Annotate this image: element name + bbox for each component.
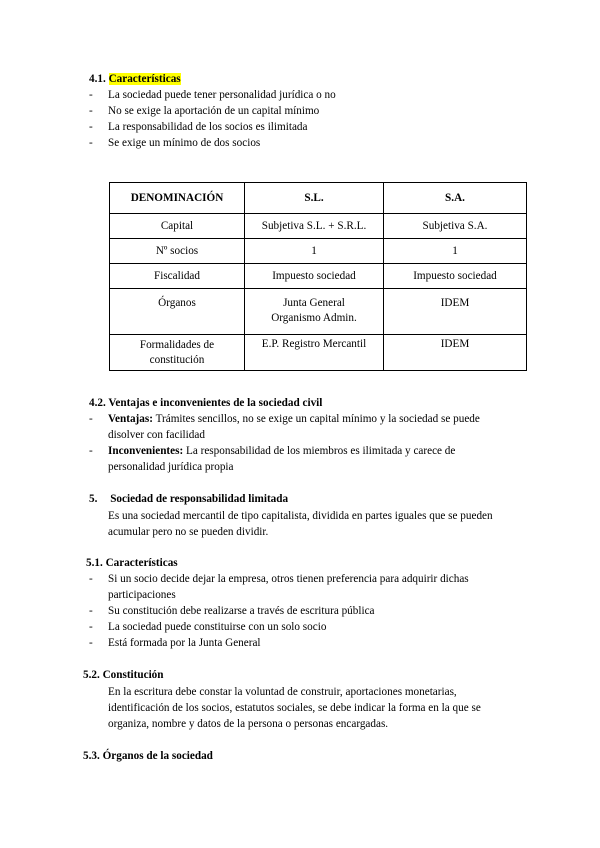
table-cell: Nº socios: [110, 239, 245, 264]
section-4-2-heading: 4.2. Ventajas e inconvenientes de la sociedad civil: [89, 397, 323, 409]
table-row: [110, 214, 527, 239]
bullet-dash: -: [89, 413, 93, 425]
table-cell: [384, 335, 527, 371]
header-cell: S.L.: [245, 183, 384, 214]
highlighted-title: Características: [108, 73, 181, 85]
section-5-heading: [89, 492, 288, 508]
table-cell: Capital: [110, 214, 245, 239]
table-cell: Subjetiva S.A.: [384, 214, 527, 239]
table-cell: [110, 289, 245, 335]
bullet-dash: -: [89, 137, 93, 149]
bullet-dash: -: [89, 89, 93, 101]
table-row: [110, 264, 527, 289]
table-cell: [245, 289, 384, 335]
cell-line: Junta General: [283, 297, 345, 309]
list-item: La sociedad puede constituirse con un solo socio: [108, 621, 327, 633]
bullet-dash: -: [89, 605, 93, 617]
section-title: Sociedad de responsabilidad limitada: [110, 493, 289, 505]
cell-text: IDEM: [440, 338, 470, 350]
list-item: Su constitución debe realizarse a través de escritura pública: [108, 605, 375, 617]
list-item: Si un socio decide dejar la empresa, otros tienen preferencia para adquirir dichas: [108, 573, 469, 585]
paragraph-line: identificación de los socios, estatutos sociales, se debe indicar la forma en la que se: [108, 702, 481, 714]
inconvenientes-label: Inconvenientes:: [108, 445, 184, 457]
paragraph-line: Es una sociedad mercantil de tipo capitalista, dividida en partes iguales que se pueden: [108, 510, 493, 522]
cell-line: constitución: [149, 353, 205, 366]
bullet-dash: -: [89, 573, 93, 585]
paragraph-line: acumular pero no se pueden dividir.: [108, 526, 269, 538]
cell-text: Órganos: [158, 297, 196, 309]
bullet-dash: -: [89, 105, 93, 117]
list-item: Se exige un mínimo de dos socios: [108, 137, 261, 149]
list-item-cont: participaciones: [108, 589, 176, 601]
bullet-dash: -: [89, 121, 93, 133]
table-cell: Impuesto sociedad: [245, 264, 384, 289]
list-item: La responsabilidad de los socios es ilimitada: [108, 121, 308, 133]
cell-text: IDEM: [440, 297, 470, 309]
table-row: [110, 335, 527, 371]
table-cell: 1: [384, 239, 527, 264]
table-cell: Fiscalidad: [110, 264, 245, 289]
paragraph-line: En la escritura debe constar la voluntad de construir, aportaciones monetarias,: [108, 686, 457, 698]
cell-line: Formalidades de: [139, 339, 215, 351]
list-item: Está formada por la Junta General: [108, 637, 261, 649]
bullet-dash: -: [89, 621, 93, 633]
table-row: [110, 239, 527, 264]
cell-line: Organismo Admin.: [271, 311, 357, 324]
section-number: 5.: [89, 493, 98, 505]
ventajas-text: Trámites sencillos, no se exige un capital mínimo y la sociedad se puede: [155, 413, 480, 425]
ventajas-item: [108, 412, 538, 428]
header-cell: S.A.: [384, 183, 527, 214]
bullet-dash: -: [89, 445, 93, 457]
list-item: No se exige la aportación de un capital mínimo: [108, 105, 320, 117]
table-cell: [110, 335, 245, 371]
section-5-3-heading: 5.3. Órganos de la sociedad: [83, 750, 213, 762]
table-row: [110, 289, 527, 335]
inconvenientes-text-cont: personalidad jurídica propia: [108, 461, 234, 473]
table-cell: 1: [245, 239, 384, 264]
section-5-1-heading: 5.1. Características: [86, 557, 178, 569]
inconvenientes-text: La responsabilidad de los miembros es ilimitada y carece de: [186, 445, 456, 457]
section-number: 4.1.: [89, 73, 106, 85]
table-cell: Impuesto sociedad: [384, 264, 527, 289]
ventajas-text-cont: disolver con facilidad: [108, 429, 205, 441]
table-header-row: [110, 183, 527, 214]
paragraph-line: organiza, nombre y datos de la persona o personas encargadas.: [108, 718, 389, 730]
table-cell: [245, 335, 384, 371]
bullet-dash: -: [89, 637, 93, 649]
ventajas-label: Ventajas:: [108, 413, 153, 425]
header-cell: DENOMINACIÓN: [110, 183, 245, 214]
section-4-1-heading: [89, 72, 181, 88]
list-item: La sociedad puede tener personalidad jurídica o no: [108, 89, 336, 101]
inconvenientes-item: [108, 444, 538, 460]
table-cell: Subjetiva S.L. + S.R.L.: [245, 214, 384, 239]
comparison-table: [109, 182, 527, 371]
cell-text: E.P. Registro Mercantil: [261, 338, 367, 350]
table-cell: [384, 289, 527, 335]
section-5-2-heading: 5.2. Constitución: [83, 669, 164, 681]
